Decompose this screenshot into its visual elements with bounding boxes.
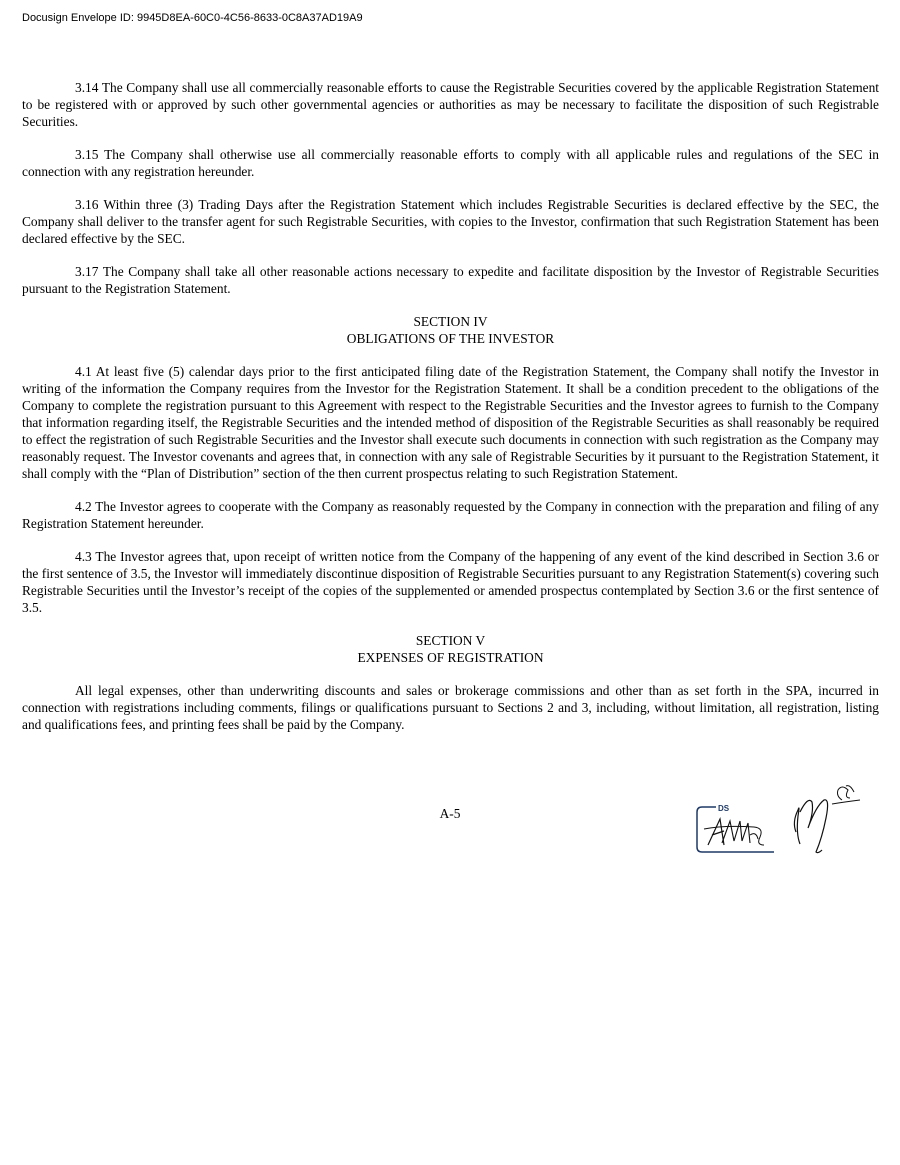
section-iv-heading — [22, 313, 879, 347]
initials-box-tag: DS — [718, 804, 730, 813]
page-number: A-5 — [439, 806, 461, 821]
section-iv-number: SECTION IV — [413, 314, 488, 329]
section-v-number: SECTION V — [415, 633, 486, 648]
paragraph-3-17: 3.17 The Company shall take all other reasonable actions necessary to expedite and facilitate disposition by the Investor of Registrable Securities pursuant to the Registration Statement. — [22, 264, 879, 296]
handwritten-initials — [786, 782, 866, 858]
section-iv-title: OBLIGATIONS OF THE INVESTOR — [346, 331, 555, 346]
paragraph-4-1: 4.1 At least five (5) calendar days prior to the first anticipated filing date of the Registration Statement, the Company shall notify the Investor in writing of the information the Company requires from the Investor for the Registration Statement. It shall be a condition precedent to the obligations of the Company to complete the registration pursuant to this Agreement with respect to the Registrable Securities and the Investor agrees to furnish to the Company that information regarding itself, the Registrable Securities and the intended method of disposition of the Registrable Securities as shall reasonably be required to effect the registration of such Registrable Securities and the Investor shall execute such documents in connection with such registration as the Company may reasonably request. The Investor covenants and agrees that, in connection with any sale of Registrable Securities by it pursuant to the Registration Statement, it shall comply with the “Plan of Distribution” section of the then current prospectus relating to such Registration Statement. — [22, 364, 879, 481]
docusign-initials-box — [694, 801, 776, 853]
initials-signature-icon — [694, 801, 776, 853]
section-v-title: EXPENSES OF REGISTRATION — [357, 650, 544, 665]
paragraph-3-14: 3.14 The Company shall use all commercially reasonable efforts to cause the Registrable Securities covered by the applicable Registration Statement to be registered with or approved by such other governmental agencies or authorities as may be necessary to facilitate the disposition of such Registrable Securities. — [22, 80, 879, 129]
paragraph-4-2: 4.2 The Investor agrees to cooperate with the Company as reasonably requested by the Company in connection with the preparation and filing of any Registration Statement hereunder. — [22, 499, 879, 531]
paragraph-3-15: 3.15 The Company shall otherwise use all commercially reasonable efforts to comply with all applicable rules and regulations of the SEC in connection with any registration hereunder. — [22, 147, 879, 179]
paragraph-4-3: 4.3 The Investor agrees that, upon receipt of written notice from the Company of the happening of any event of the kind described in Section 3.6 or the first sentence of 3.5, the Investor will immediately discontinue disposition of Registrable Securities pursuant to any Registration Statement(s) covering such Registrable Securities until the Investor’s receipt of the copies of the supplemented or amended prospectus contemplated by Section 3.6 or the first sentence of 3.5. — [22, 549, 879, 615]
paragraph-3-16: 3.16 Within three (3) Trading Days after the Registration Statement which includes Registrable Securities is declared effective by the SEC, the Company shall deliver to the transfer agent for such Registrable Securities, with copies to the Investor, confirmation that such Registration Statement has been declared effective by the SEC. — [22, 197, 879, 246]
document-body — [22, 79, 879, 749]
section-v-heading — [22, 632, 879, 666]
paragraph-expenses: All legal expenses, other than underwriting discounts and sales or brokerage commissions and other than as set forth in the SPA, incurred in connection with registrations including comments, filings or qualifications pursuant to Sections 2 and 3, including, without limitation, all registration, listing and qualifications fees, and printing fees shall be paid by the Company. — [22, 683, 879, 732]
handwritten-initials-icon — [786, 782, 866, 858]
envelope-id: Docusign Envelope ID: 9945D8EA-60C0-4C56-8633-0C8A37AD19A9 — [22, 12, 363, 24]
